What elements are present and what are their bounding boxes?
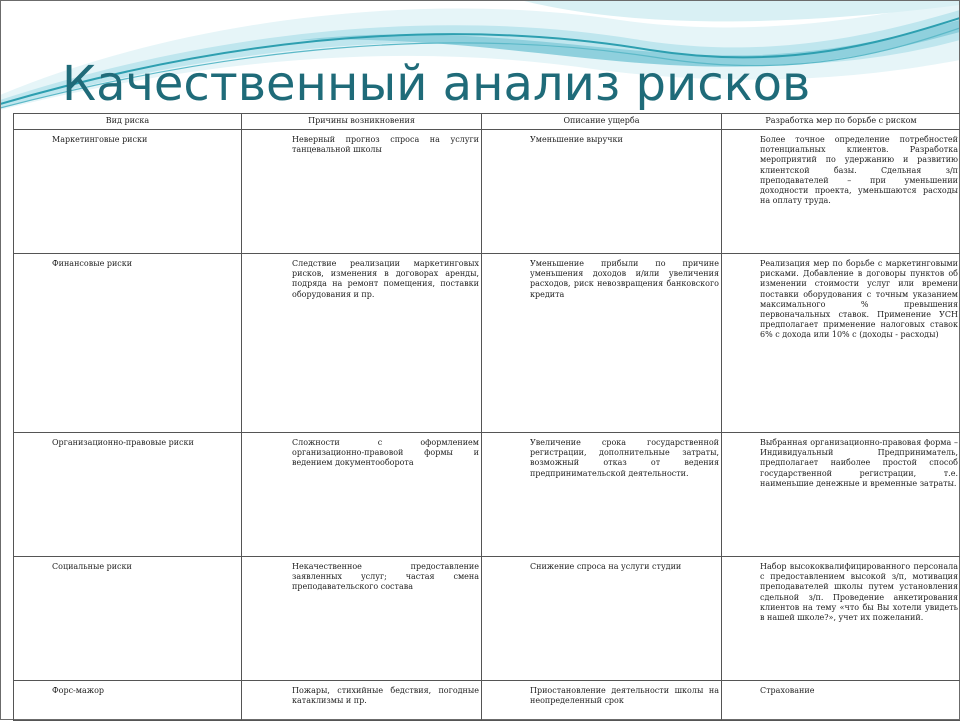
cell-risk-type: Финансовые риски (14, 254, 242, 433)
cell-damage: Снижение спроса на услуги студии (482, 557, 722, 681)
cell-causes: Сложности с оформлением организационно-правовой формы и ведением документооборота (242, 433, 482, 557)
header-causes: Причины возникновения (242, 114, 482, 130)
header-measures: Разработка мер по борьбе с риском (722, 114, 960, 130)
cell-damage: Увеличение срока государственной регистрации, дополнительные затраты, возможный отказ от ведения предпринимательской деятельности. (482, 433, 722, 557)
cell-causes: Следствие реализации маркетинговых рисков, изменения в договорах аренды, подряда на ремонт помещения, поставки оборудования и пр. (242, 254, 482, 433)
cell-measures: Реализация мер по борьбе с маркетинговыми рисками. Добавление в договоры пунктов об изменении стоимости услуг или времени поставки оборудования с точным указанием максимального % превышения первоначальных ставок. Применение УСН предполагает применение налоговых ставок 6% с дохода или 10% с (доходы - расходы) (722, 254, 960, 433)
cell-causes: Пожары, стихийные бедствия, погодные катаклизмы и пр. (242, 681, 482, 721)
table-header-row (14, 114, 960, 130)
table-row (14, 557, 960, 681)
cell-risk-type: Форс-мажор (14, 681, 242, 721)
table-row (14, 254, 960, 433)
slide-title: Качественный анализ рисков (62, 56, 810, 112)
cell-risk-type: Маркетинговые риски (14, 130, 242, 254)
header-damage: Описание ущерба (482, 114, 722, 130)
cell-risk-type: Организационно-правовые риски (14, 433, 242, 557)
table-row (14, 433, 960, 557)
cell-measures: Выбранная организационно-правовая форма – Индивидуальный Предприниматель, предполагает наиболее простой способ государственной регистрации, т.е. наименьшие денежные и временные затраты. (722, 433, 960, 557)
cell-damage: Уменьшение прибыли по причине уменьшения доходов и/или увеличения расходов, риск невозвращения банковского кредита (482, 254, 722, 433)
table-row (14, 681, 960, 721)
cell-risk-type: Социальные риски (14, 557, 242, 681)
cell-measures: Набор высококвалифицированного персонала с предоставлением высокой з/п, мотивация преподавателей школы путем установления сдельной з/п. Проведение анкетирования клиентов на тему «что бы Вы хотели увидеть в нашей школе?», учет их пожеланий. (722, 557, 960, 681)
table-row (14, 130, 960, 254)
risk-analysis-table (13, 113, 960, 721)
cell-damage: Уменьшение выручки (482, 130, 722, 254)
header-risk-type: Вид риска (14, 114, 242, 130)
cell-causes: Неверный прогноз спроса на услуги танцевальной школы (242, 130, 482, 254)
cell-causes: Некачественное предоставление заявленных услуг; частая смена преподавательского состава (242, 557, 482, 681)
cell-measures: Более точное определение потребностей потенциальных клиентов. Разработка мероприятий по удержанию и развитию клиентской базы. Сдельная з/п преподавателей – при уменьшении доходности проекта, уменьшаются расходы на оплату труда. (722, 130, 960, 254)
cell-damage: Приостановление деятельности школы на неопределенный срок (482, 681, 722, 721)
cell-measures: Страхование (722, 681, 960, 721)
